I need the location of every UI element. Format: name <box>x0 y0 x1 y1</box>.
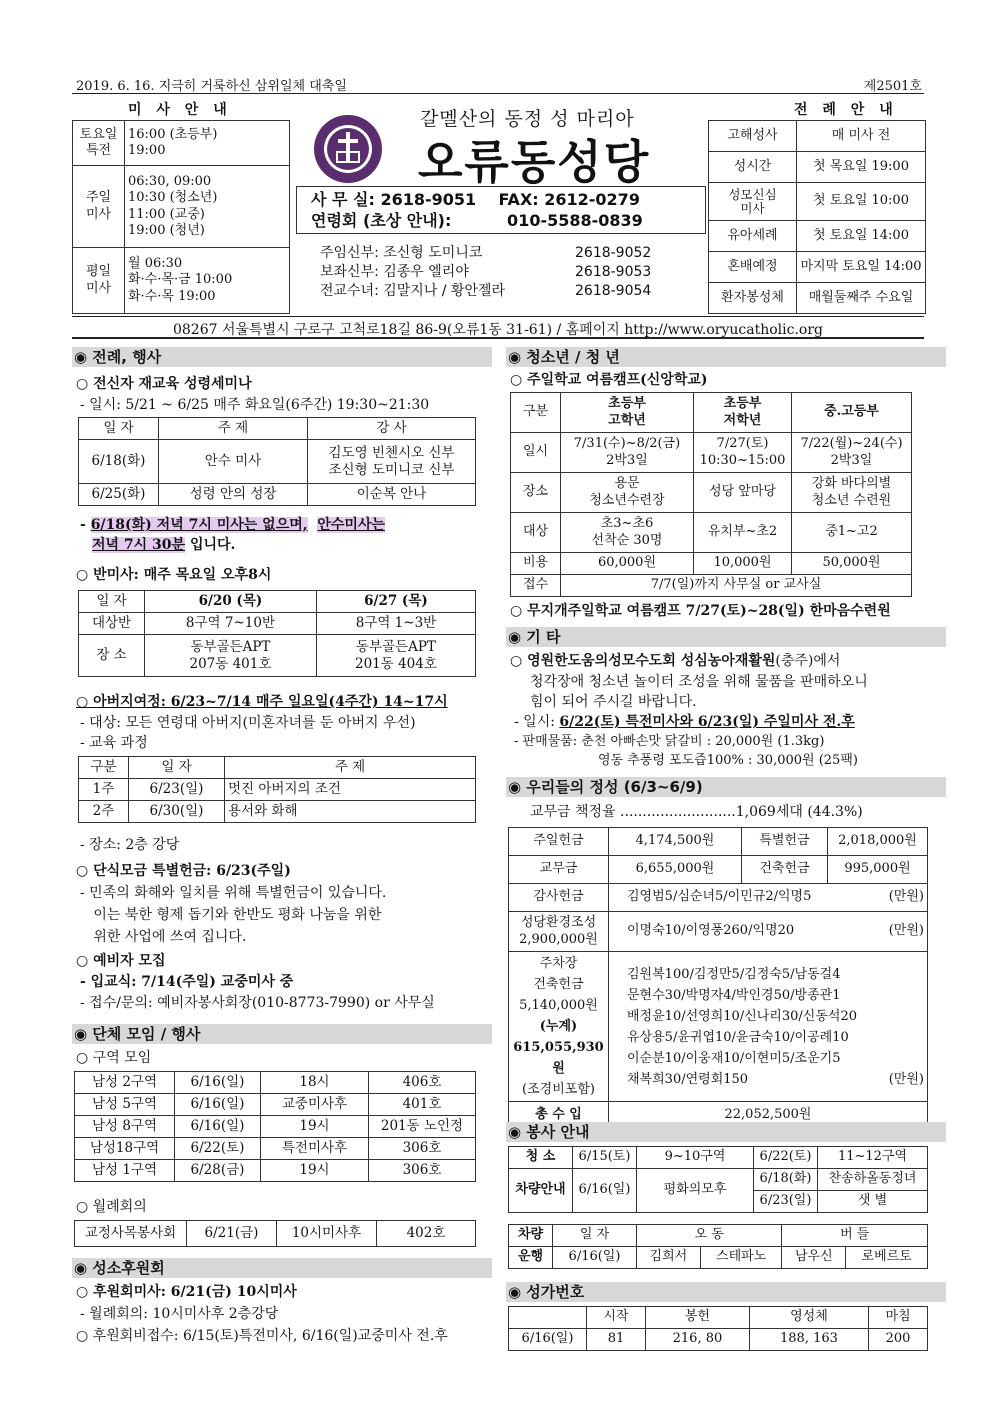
mass-day: 토요일 특전 <box>73 121 125 166</box>
clergy-name: 주임신부: 조신형 도미니코 <box>320 245 483 261</box>
table-header: 구분 <box>79 757 129 779</box>
table-cell: 6/18(화) <box>754 1169 818 1191</box>
table-cell: 81 <box>587 1329 646 1351</box>
donor-line: 유상용5/윤귀엽10/윤금숙10/이공례10 <box>627 1029 849 1045</box>
table-cell: 장소 <box>511 473 561 513</box>
seminar-notice: - 6/18(화) 저녁 7시 미사는 없으며, 안수미사는 <box>80 517 385 533</box>
table-header: 구분 <box>511 393 561 433</box>
table-cell: 1주 <box>79 779 129 801</box>
liturgy-label: 성시간 <box>709 152 797 183</box>
etc-title-line <box>510 652 840 670</box>
table-cell: 4,174,500원 <box>609 828 742 856</box>
parking-total: 615,055,930원 <box>513 1040 604 1076</box>
table-cell: 2주 <box>79 801 129 823</box>
monthly-title: ○ 월례회의 <box>76 1199 147 1215</box>
mass-times: 월 06:30 화·수·목·금 10:00 화·수·목 19:00 <box>125 248 290 314</box>
table-cell: 성령 안의 성장 <box>159 484 308 506</box>
etc-region: (충주)에서 <box>775 653 841 669</box>
table-cell: 10,000원 <box>694 553 792 575</box>
table-header: 봉헌 <box>645 1307 749 1329</box>
table-cell: 60,000원 <box>561 553 694 575</box>
table-header: 초등부 저학년 <box>694 393 792 433</box>
parish-logo <box>308 112 388 186</box>
table-cell: 동부골든APT 201동 404호 <box>316 635 475 677</box>
camp-table <box>510 392 912 597</box>
table-header: 주 제 <box>159 418 308 440</box>
table-cell: 남성 8구역 <box>75 1116 175 1138</box>
liturgy-label: 고해성사 <box>709 121 797 152</box>
unit: (만원) <box>888 889 924 905</box>
table-cell: 일 자 <box>79 591 145 613</box>
table-cell: 7/22(월)~24(수) 2박3일 <box>792 433 912 473</box>
mass-guide-table <box>72 120 290 314</box>
office-contact <box>296 186 706 234</box>
fast-line: 위한 사업에 쓰여 집니다. <box>80 929 247 945</box>
service-table <box>508 1146 928 1213</box>
table-cell: 18시 <box>261 1072 369 1094</box>
vocation-fee: ○ 후원회비접수: 6/15(토)특전미사, 6/16(일)교중미사 전.후 <box>76 1328 448 1344</box>
table-header: 중.고등부 <box>792 393 912 433</box>
funeral-contact: 연령회 (초상 안내): 010-5588-0839 <box>311 211 643 230</box>
table-cell: 장 소 <box>79 635 145 677</box>
donor-line: 김원복100/김정만5/김정숙5/남동걸4 <box>627 966 841 982</box>
table-cell: 교무금 <box>509 856 609 884</box>
donor-line: 이순분10/이웅재10/이현미5/조운기5 <box>627 1050 841 1066</box>
section-offerings: ◉ 우리들의 정성 (6/3~6/9) <box>506 777 946 797</box>
parking-label-cell <box>509 952 609 1102</box>
table-cell: 차량 <box>509 1225 553 1247</box>
table-cell: 402호 <box>377 1221 476 1247</box>
liturgy-value: 마지막 토요일 14:00 <box>797 252 926 283</box>
notice-text: 입니다. <box>189 537 236 553</box>
table-cell: 8구역 7~10반 <box>145 613 317 635</box>
table-cell: 멋진 아버지의 조건 <box>225 779 476 801</box>
etc-line: 청각장애 청소년 놀이터 조성을 위해 물품을 판매하오니 <box>530 674 868 690</box>
env-donors: 이명숙10/이영풍260/익명20 <box>627 923 795 939</box>
table-cell: 로베르토 <box>846 1247 928 1269</box>
table-header: 초등부 고학년 <box>561 393 694 433</box>
liturgy-value: 매 미사 전 <box>797 121 926 152</box>
date-line: 2019. 6. 16. 지극히 거룩하신 삼위일체 대축일 <box>76 79 347 94</box>
father-table <box>78 756 476 823</box>
father-place: - 장소: 2층 강당 <box>80 837 180 853</box>
mass-times: 06:30, 09:00 10:30 (청소년) 11:00 (교중) 19:00 (청년) <box>125 166 290 248</box>
table-cell: 이순복 안나 <box>308 484 476 506</box>
clergy-list <box>320 244 720 301</box>
table-cell: 6/21(금) <box>187 1221 277 1247</box>
table-cell: 주일헌금 <box>509 828 609 856</box>
table-cell: 특전미사후 <box>261 1138 369 1160</box>
table-cell: 6/16(일) <box>553 1247 637 1269</box>
table-cell: 6/22(토) <box>175 1138 261 1160</box>
table-cell: 대상 <box>511 513 561 553</box>
table-cell: 남성18구역 <box>75 1138 175 1160</box>
table-cell: 샛 별 <box>818 1191 928 1213</box>
table-cell: 6/23(일) <box>754 1191 818 1213</box>
table-header: 일 자 <box>79 418 159 440</box>
table-cell: 6/22(토) <box>754 1147 818 1169</box>
monthly-table <box>74 1220 476 1247</box>
notice-highlight: 6/18(화) 저녁 7시 미사는 없으며, <box>90 517 308 533</box>
section-hymns: ◉ 성가번호 <box>506 1282 946 1302</box>
section-vocation: ◉ 성소후원회 <box>72 1258 492 1278</box>
table-cell: 6/16(일) <box>175 1094 261 1116</box>
table-cell: 평화의모후 <box>637 1169 754 1213</box>
table-cell: 초3~초6 선착순 30명 <box>561 513 694 553</box>
table-header: 마침 <box>869 1307 928 1329</box>
table-cell: 남우신 <box>782 1247 846 1269</box>
table-cell: 50,000원 <box>792 553 912 575</box>
table-cell: 버 들 <box>782 1225 928 1247</box>
mass-day: 주일 미사 <box>73 166 125 248</box>
table-cell: 김희서 <box>637 1247 701 1269</box>
ratio-value: 1,069세대 (44.3%) <box>735 804 863 820</box>
table-cell: 19시 <box>261 1116 369 1138</box>
etc-date-value: 6/22(토) 특전미사와 6/23(일) 주일미사 전.후 <box>559 714 855 730</box>
table-cell: 일 자 <box>553 1225 637 1247</box>
etc-title: ○ 영원한도움의성모수도회 성심농아재활원 <box>510 653 776 669</box>
table-cell: 6/23(일) <box>129 779 225 801</box>
table-cell: 201동 노인정 <box>369 1116 476 1138</box>
table-cell: 216, 80 <box>645 1329 749 1351</box>
parking-cum: (누계) <box>539 1019 578 1034</box>
table-cell: 건축헌금 <box>742 856 828 884</box>
seminar-notice-2 <box>92 536 235 554</box>
vocation-mass: ○ 후원회미사: 6/21(금) 10시미사 <box>76 1284 297 1300</box>
table-cell: 6/15(토) <box>573 1147 637 1169</box>
clergy-phone: 2618-9053 <box>575 264 652 280</box>
table-cell: 200 <box>869 1329 928 1351</box>
table-cell: 특별헌금 <box>742 828 828 856</box>
table-cell: 성당 앞마당 <box>694 473 792 513</box>
table-cell: 일시 <box>511 433 561 473</box>
table-cell: 406호 <box>369 1072 476 1094</box>
etc-item: - 판매물품: 춘천 아빠손맛 닭갈비 : 20,000원 (1.3kg) <box>514 734 825 749</box>
camp-title: ○ 주일학교 여름캠프(신앙학교) <box>510 372 708 388</box>
table-cell: 6/16(일) <box>509 1329 587 1351</box>
table-cell: 스테파노 <box>700 1247 782 1269</box>
father-target: - 대상: 모든 연령대 아버지(미혼자녀를 둔 아버지 우선) <box>80 715 416 731</box>
vocation-meeting: - 월례회의: 10시미사후 2층강당 <box>80 1306 279 1322</box>
parish-subtitle: 갈멜산의 동정 성 마리아 <box>420 108 635 130</box>
section-etc: ◉ 기 타 <box>506 627 946 647</box>
total-value: 22,052,500원 <box>609 1102 928 1130</box>
liturgy-label: 성모신심 미사 <box>709 183 797 221</box>
top-header <box>72 74 924 94</box>
table-cell: 401호 <box>369 1094 476 1116</box>
etc-date-label: - 일시: <box>514 714 560 730</box>
table-cell: 오 동 <box>637 1225 782 1247</box>
table-cell: 감사헌금 <box>509 884 609 912</box>
table-cell: 2,018,000원 <box>828 828 928 856</box>
table-cell: 6/27 (목) <box>316 591 475 613</box>
section-groups: ◉ 단체 모임 / 행사 <box>72 1024 492 1044</box>
offerings-table <box>508 827 928 1130</box>
table-cell: 6/20 (목) <box>145 591 317 613</box>
father-title: ○ 아버지여정: 6/23~7/14 매주 일요일(4주간) 14~17시 <box>76 694 448 710</box>
table-cell: 19시 <box>261 1160 369 1182</box>
table-cell: 유치부~초2 <box>694 513 792 553</box>
section-service: ◉ 봉사 안내 <box>506 1122 946 1142</box>
table-cell: 10시미사후 <box>277 1221 377 1247</box>
table-cell: 306호 <box>369 1138 476 1160</box>
table-cell: 8구역 1~3반 <box>316 613 475 635</box>
donor-line: 문현수30/박명자4/박인경50/방종관1 <box>627 987 841 1003</box>
clergy-phone: 2618-9052 <box>575 245 652 261</box>
parish-title: 오류동성당 <box>418 135 651 189</box>
table-header: 일 자 <box>129 757 225 779</box>
issue-number: 제2501호 <box>863 79 922 94</box>
table-header: 영성체 <box>749 1307 868 1329</box>
table-cell: 차량안내 <box>509 1169 573 1213</box>
table-cell: 강화 바다의별 청소년 수련원 <box>792 473 912 513</box>
mass-guide-caption: 미 사 안 내 <box>128 102 232 118</box>
donor-line: 채복희30/연령회150 <box>627 1071 749 1087</box>
ratio-label: 교무금 책정율 .......................... <box>530 804 736 820</box>
etc-date <box>514 713 855 731</box>
table-cell: 6/16(일) <box>573 1169 637 1213</box>
table-cell: 9~10구역 <box>637 1147 754 1169</box>
table-header <box>509 1307 587 1329</box>
unit: (만원) <box>888 1071 924 1087</box>
table-cell: 7/7(일)까지 사무실 or 교사실 <box>561 575 912 597</box>
table-cell: 대상반 <box>79 613 145 635</box>
thanks-cell <box>609 884 928 912</box>
liturgy-value: 첫 목요일 19:00 <box>797 152 926 183</box>
table-cell: 306호 <box>369 1160 476 1182</box>
mass-day: 평일 미사 <box>73 248 125 314</box>
driving-table <box>508 1224 928 1269</box>
seminar-title: ○ 전신자 재교육 성령세미나 <box>76 376 252 392</box>
father-course: - 교육 과정 <box>80 735 148 751</box>
table-cell: 교정사목봉사회 <box>75 1221 187 1247</box>
fast-title: ○ 단식모금 특별헌금: 6/23(주일) <box>76 863 291 879</box>
table-cell: 188, 163 <box>749 1329 868 1351</box>
liturgy-guide-table <box>708 120 926 314</box>
seminar-table <box>78 417 476 506</box>
table-cell: 김도영 빈첸시오 신부 조신형 도미니코 신부 <box>308 440 476 484</box>
table-cell: 6/28(금) <box>175 1160 261 1182</box>
table-cell: 비용 <box>511 553 561 575</box>
mass-times: 16:00 (초등부) 19:00 <box>125 121 290 166</box>
section-youth: ◉ 청소년 / 청 년 <box>506 347 946 367</box>
table-cell: 6/30(일) <box>129 801 225 823</box>
liturgy-value: 매월둘째주 수요일 <box>797 283 926 314</box>
liturgy-value: 첫 토요일 14:00 <box>797 221 926 252</box>
liturgy-label: 혼배예정 <box>709 252 797 283</box>
table-cell: 6/18(화) <box>79 440 159 484</box>
district-table <box>74 1071 476 1182</box>
hymn-table <box>508 1306 928 1351</box>
half-mass-table <box>78 590 476 677</box>
table-cell: 6/16(일) <box>175 1116 261 1138</box>
table-cell: 6/16(일) <box>175 1072 261 1094</box>
table-cell: 11~12구역 <box>818 1147 928 1169</box>
table-cell: 중1~고2 <box>792 513 912 553</box>
liturgy-label: 유아세례 <box>709 221 797 252</box>
donor-line: 배정윤10/선영희10/신나리30/신동석20 <box>627 1008 858 1024</box>
fast-line: 이는 북한 형제 돕기와 한반도 평화 나눔을 위한 <box>80 907 382 923</box>
thanks-donors: 김영범5/심순녀5/이민규2/익명5 <box>627 889 812 905</box>
etc-line: 힘이 되어 주시길 바랍니다. <box>530 694 697 710</box>
liturgy-guide-caption: 전 례 안 내 <box>794 102 898 118</box>
notice-highlight: 안수미사는 <box>317 517 385 533</box>
unit: (만원) <box>888 923 924 939</box>
table-cell: 용문 청소년수련장 <box>561 473 694 513</box>
table-cell: 접수 <box>511 575 561 597</box>
etc-item: 영동 추풍령 포도즙100% : 30,000원 (25팩) <box>598 753 858 768</box>
table-cell: 동부골든APT 207동 401호 <box>145 635 317 677</box>
table-cell: 남성 5구역 <box>75 1094 175 1116</box>
table-header: 시작 <box>587 1307 646 1329</box>
table-cell: 안수 미사 <box>159 440 308 484</box>
table-cell: 남성 1구역 <box>75 1160 175 1182</box>
table-header: 주 제 <box>225 757 476 779</box>
table-cell: 7/31(수)~8/2(금) 2박3일 <box>561 433 694 473</box>
table-cell: 7/27(토) 10:30~15:00 <box>694 433 792 473</box>
liturgy-value: 첫 토요일 10:00 <box>797 183 926 221</box>
table-cell: 995,000원 <box>828 856 928 884</box>
section-liturgy-events: ◉ 전례, 행사 <box>72 347 492 367</box>
catechumen-title: ○ 예비자 모집 <box>76 953 166 969</box>
table-header: 강 사 <box>308 418 476 440</box>
table-cell: 성당환경조성 2,900,000원 <box>509 912 609 952</box>
parking-note: (조경비포함) <box>522 1082 595 1097</box>
office-phone: 사 무 실: 2618-9051 FAX: 2612-0279 <box>311 190 640 209</box>
table-cell: 청 소 <box>509 1147 573 1169</box>
fast-line: - 민족의 화해와 일치를 위해 특별헌금이 있습니다. <box>80 885 387 901</box>
env-cell <box>609 912 928 952</box>
table-cell: 용서와 화해 <box>225 801 476 823</box>
parish-address: 08267 서울특별시 구로구 고척로18길 86-9(오류1동 31-61) / 홈페이지 http://www.oryucatholic.org <box>72 316 924 339</box>
clergy-name: 보좌신부: 김종우 엘리야 <box>320 264 469 280</box>
rainbow-camp: ○ 무지개주일학교 여름캠프 7/27(토)~28(일) 한마음수련원 <box>510 603 891 619</box>
catechumen-entry: - 입교식: 7/14(주일) 교중미사 중 <box>80 974 294 990</box>
table-cell: 운행 <box>509 1247 553 1269</box>
clergy-phone: 2618-9054 <box>575 283 652 299</box>
seminar-date: - 일시: 5/21 ~ 6/25 매주 화요일(6주간) 19:30~21:30 <box>80 397 430 413</box>
table-cell: 교중미사후 <box>261 1094 369 1116</box>
clergy-name: 전교수녀: 김말지나 / 황안젤라 <box>320 283 506 299</box>
notice-highlight: 저녁 7시 30분 <box>92 537 186 553</box>
catechumen-contact: - 접수/문의: 예비자봉사회장(010-8773-7990) or 사무실 <box>80 995 435 1011</box>
half-mass-title: ○ 반미사: 매주 목요일 오후8시 <box>76 567 272 583</box>
ratio-line <box>530 803 863 821</box>
table-cell: 찬송하올동정녀 <box>818 1169 928 1191</box>
parking-label: 주차장 건축헌금 5,140,000원 <box>519 956 598 1013</box>
district-title: ○ 구역 모임 <box>76 1050 152 1066</box>
liturgy-label: 환자봉성체 <box>709 283 797 314</box>
total-label: 총 수 입 <box>509 1102 609 1130</box>
table-cell: 남성 2구역 <box>75 1072 175 1094</box>
table-cell: 6,655,000원 <box>609 856 742 884</box>
table-cell: 6/25(화) <box>79 484 159 506</box>
parking-donors-cell <box>609 952 928 1102</box>
